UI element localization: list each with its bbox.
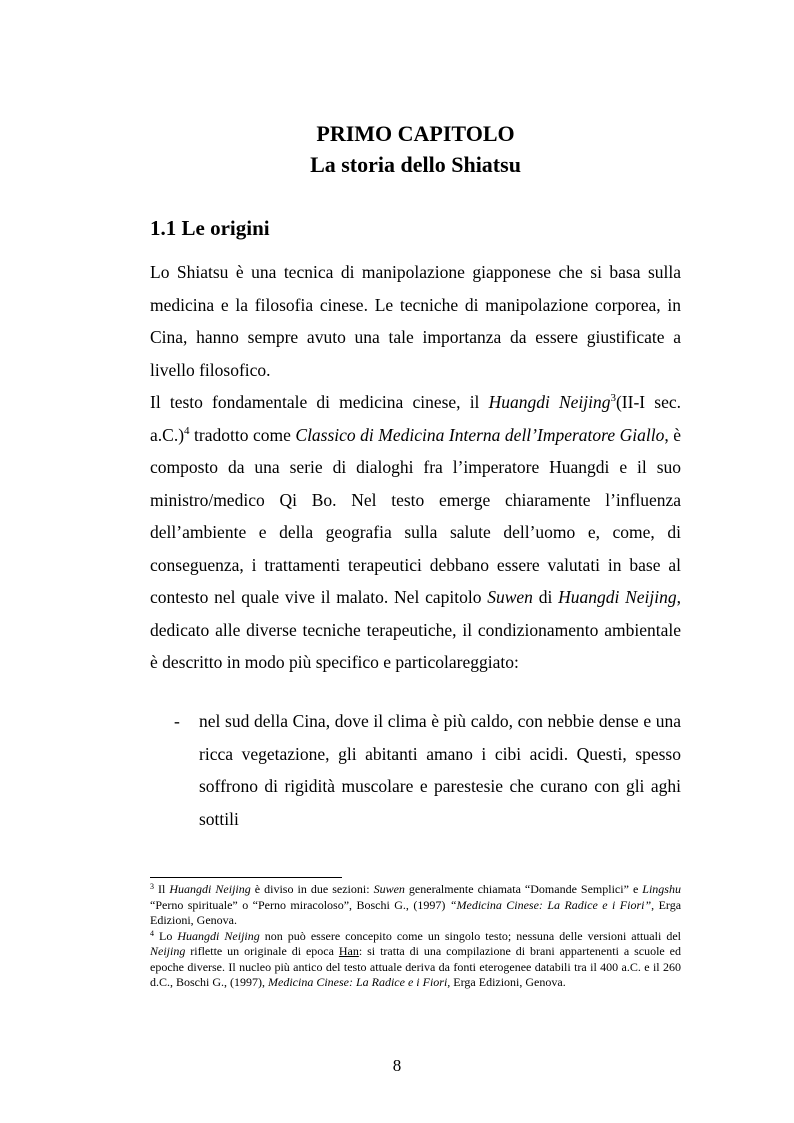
text-run: di — [532, 587, 559, 607]
italic-term: Suwen — [373, 882, 405, 896]
page-number: 8 — [392, 1056, 402, 1075]
text-run: , è composto da una serie di dialoghi fra l’imperatore Huangdi e il suo ministro/medico Qi Bo. Nel testo emerge chiaramente l’influenza dell’ambiente e della geografia sulla salute dell’uomo e, come, di conseguenza, i trattamenti terapeutici debbano essere valutati in base al contesto nel quale vive il malato. Nel capitolo — [150, 424, 681, 607]
text-run: , dedicato alle diverse tecniche terapeutiche, il condizionamento ambientale è descritto in modo più specifico e particolareggiato: — [150, 587, 681, 672]
text-run: riflette un originale di epoca — [185, 944, 339, 958]
text-run: è diviso in due sezioni: — [250, 882, 374, 896]
italic-term: Huangdi Neijing — [558, 587, 677, 607]
chapter-heading — [0, 118, 794, 180]
text-run: (II-I sec. a.C.) — [150, 392, 681, 445]
footnote-separator — [150, 877, 342, 878]
footnote-3 — [150, 882, 681, 929]
footnote-ref-4[interactable]: 4 — [184, 424, 190, 437]
list-bullet: - — [174, 711, 180, 731]
text-run: Il — [154, 882, 170, 896]
paragraph-2 — [150, 386, 681, 679]
italic-term: Suwen — [487, 587, 533, 607]
footnote-4 — [150, 929, 681, 991]
italic-term: Neijing — [150, 944, 186, 958]
section-heading: 1.1 Le origini — [150, 216, 270, 240]
text-run: , Erga Edizioni, Genova. — [150, 897, 682, 927]
footnote-ref-3[interactable]: 3 — [610, 392, 616, 404]
body-text — [150, 256, 681, 679]
text-run: generalmente chiamata “Domande Semplici” e — [404, 882, 643, 896]
chapter-title: La storia dello Shiatsu — [310, 152, 521, 177]
footnote-number: 3 — [150, 882, 154, 891]
italic-title: Classico di Medicina Interna dell’Imperatore Giallo — [295, 424, 665, 445]
italic-title: Medicina Cinese: La Radice e i Fiori, — [268, 975, 451, 989]
footnote-number: 4 — [150, 928, 154, 938]
text-run: Il testo fondamentale di medicina cinese, il — [150, 392, 489, 412]
text-run: “Perno spirituale” o “Perno miracoloso”, Boschi G., (1997) — [150, 897, 450, 912]
chapter-label: PRIMO CAPITOLO — [316, 121, 515, 146]
text-run: Lo — [154, 928, 178, 943]
text-run: : si tratta di una compilazione di brani appartenenti a scuole ed epoche diverse. Il nucleo più antico del testo attuale deriva da fonti eterogenee databili tra il 400 a.C. e il 260 d.C., Boschi G., (1997), — [150, 944, 681, 989]
italic-term: Huangdi Neijing — [488, 392, 611, 412]
italic-title: “Medicina Cinese: La Radice e i Fiori” — [449, 897, 652, 912]
italic-term: Huangdi Neijing — [177, 928, 260, 943]
italic-term: Lingshu — [642, 882, 681, 896]
text-run: non può essere concepito come un singolo testo; nessuna delle versioni attuali del — [259, 928, 681, 943]
footnotes — [150, 882, 681, 991]
underlined-term: Han — [338, 944, 359, 958]
bullet-list — [174, 705, 681, 835]
text-run: tradotto come — [189, 424, 296, 445]
list-item: nel sud della Cina, dove il clima è più caldo, con nebbie dense e una ricca vegetazione, gli abitanti amano i cibi acidi. Questi, spesso soffrono di rigidità muscolare e parestesie che curano con gli aghi sottili — [199, 711, 681, 829]
italic-term: Huangdi Neijing — [169, 882, 251, 896]
paragraph-1: Lo Shiatsu è una tecnica di manipolazione giapponese che si basa sulla medicina e la filosofia cinese. Le tecniche di manipolazione corporea, in Cina, hanno sempre avuto una tale importanza da essere giustificate a livello filosofico. — [150, 262, 681, 380]
text-run: Erga Edizioni, Genova. — [450, 975, 566, 989]
